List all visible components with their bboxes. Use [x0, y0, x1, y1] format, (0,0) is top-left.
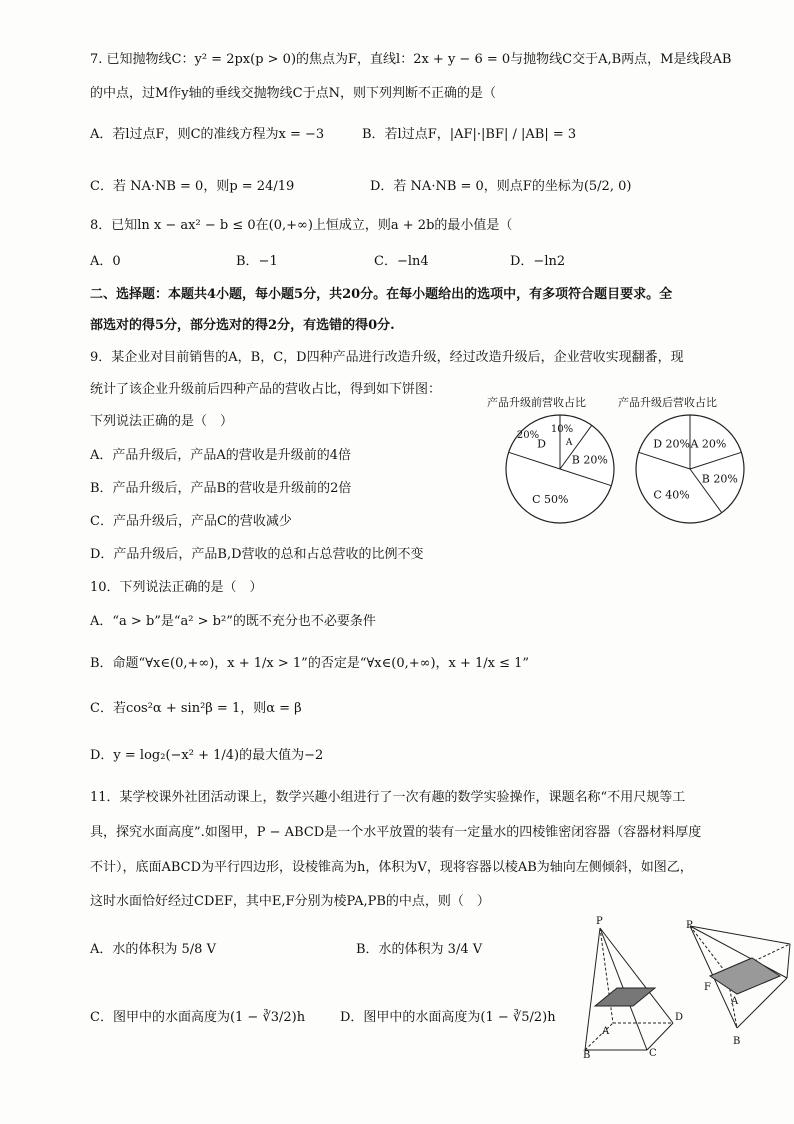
q8-option-a: A．0 [90, 254, 121, 269]
fig2-label-p: P [686, 920, 693, 931]
pie-slice-label-D: D [537, 437, 547, 451]
fig2-label-b: B [733, 1036, 741, 1047]
q8-stem: 8．已知ln x − ax² − b ≤ 0在(0,+∞)上恒成立，则a + 2b的最小值是（ [90, 218, 513, 233]
q11-option-c: C．图甲中的水面高度为(1 − ∛3/2)h [90, 1010, 306, 1025]
pie-pct-label: 10% [550, 424, 574, 435]
q11-stem-line2: 具，探究水面高度”.如图甲，P − ABCD是一个水平放置的装有一定量水的四棱锥密闭容器（容器材料厚度 [90, 825, 702, 840]
q11-option-a: A．水的体积为 5/8 V [90, 942, 216, 957]
q7-option-c: C．若 NA·NB = 0，则p = 24/19 [90, 179, 295, 194]
q10-option-a: A．“a > b”是“a² > b²”的既不充分也不必要条件 [90, 614, 376, 629]
q10-option-d: D．y = log₂(−x² + 1/4)的最大值为−2 [90, 748, 324, 763]
q9-stem-line3: 下列说法正确的是（ ） [90, 414, 234, 429]
q11-stem-line1: 11．某学校课外社团活动课上，数学兴趣小组进行了一次有趣的数学实验操作，课题名称“不用尺规等工 [90, 790, 686, 805]
pie-slice-label-D: D 20% [653, 437, 690, 451]
q11-stem-line4: 这时水面恰好经过CDEF，其中E,F分别为棱PA,PB的中点，则（ ） [90, 894, 490, 909]
pie-after-title: 产品升级后营收占比 [618, 396, 717, 409]
q9-option-b: B．产品升级后，产品B的营收是升级前的2倍 [90, 481, 352, 496]
q8-option-d: D．−ln2 [510, 254, 566, 269]
pie-slice-label-C: C 40% [653, 488, 690, 502]
fig1-label-p: P [596, 916, 603, 927]
figure-pyramid-upright [575, 918, 685, 1063]
q8-option-b: B．−1 [236, 254, 278, 269]
q9-stem-line1: 9．某企业对目前销售的A，B，C，D四种产品进行改造升级，经过改造升级后，企业营收实现翻番，现 [90, 350, 684, 365]
q7-option-b: B．若l过点F，|AF|·|BF| / |AB| = 3 [362, 127, 577, 142]
pie-slice-label-C: C 50% [532, 492, 569, 506]
fig2-label-f: F [704, 982, 711, 993]
q10-option-c: C．若cos²α + sin²β = 1，则α = β [90, 701, 302, 716]
q11-option-b: B．水的体积为 3/4 V [356, 942, 483, 957]
q7-stem-line1: 7. 已知抛物线C：y² = 2px(p > 0)的焦点为F，直线l：2x + y − 6 = 0与抛物线C交于A,B两点，M是线段AB [90, 52, 732, 67]
section2-line1: 二、选择题：本题共4小题，每小题5分，共20分。在每小题给出的选项中，有多项符合题目要求。全 [90, 287, 673, 302]
pie-before-title: 产品升级前营收占比 [487, 396, 586, 409]
q9-option-d: D．产品升级后，产品B,D营收的总和占总营收的比例不变 [90, 547, 424, 562]
q10-stem: 10．下列说法正确的是（ ） [90, 580, 263, 595]
q7-option-a: A．若l过点F，则C的准线方程为x = −3 [90, 127, 325, 142]
fig1-label-d: D [675, 1012, 684, 1023]
q9-option-a: A．产品升级后，产品A的营收是升级前的4倍 [90, 448, 352, 463]
pie-slice-label-A: A [565, 437, 573, 448]
pie-chart-after [630, 412, 750, 526]
q9-option-c: C．产品升级后，产品C的营收减少 [90, 514, 292, 529]
q10-option-b: B．命题“∀x∈(0,+∞)，x + 1/x > 1”的否定是“∀x∈(0,+∞)，x + 1/x ≤ 1” [90, 656, 530, 671]
fig1-label-c: C [649, 1048, 657, 1059]
pie-slice-label-A: A 20% [690, 437, 727, 451]
fig1-label-a: A [602, 1026, 610, 1037]
section2-line2: 部选对的得5分，部分选对的得2分，有选错的得0分. [90, 318, 395, 333]
q7-stem-line2: 的中点，过M作y轴的垂线交抛物线C于点N，则下列判断不正确的是（ [90, 86, 496, 101]
q8-option-c: C．−ln4 [374, 254, 429, 269]
pie-chart-before [500, 412, 620, 526]
figure-pyramid-tilted [682, 916, 794, 1041]
q11-stem-line3: 不计），底面ABCD为平行四边形，设棱锥高为h，体积为V，现将容器以棱AB为轴向左侧倾斜，如图乙， [90, 860, 693, 875]
q11-option-d: D．图甲中的水面高度为(1 − ∛5/2)h [340, 1010, 556, 1025]
pie-pct-label: 20% [516, 430, 540, 441]
q9-stem-line2: 统计了该企业升级前后四种产品的营收占比，得到如下饼图： [90, 382, 442, 397]
pie-slice-label-B: B 20% [701, 472, 738, 486]
fig2-label-a: A [731, 996, 739, 1007]
q7-option-d: D．若 NA·NB = 0，则点F的坐标为(5/2, 0) [370, 179, 632, 194]
fig1-label-b: B [583, 1050, 591, 1061]
pie-slice-label-B: B 20% [571, 453, 608, 467]
